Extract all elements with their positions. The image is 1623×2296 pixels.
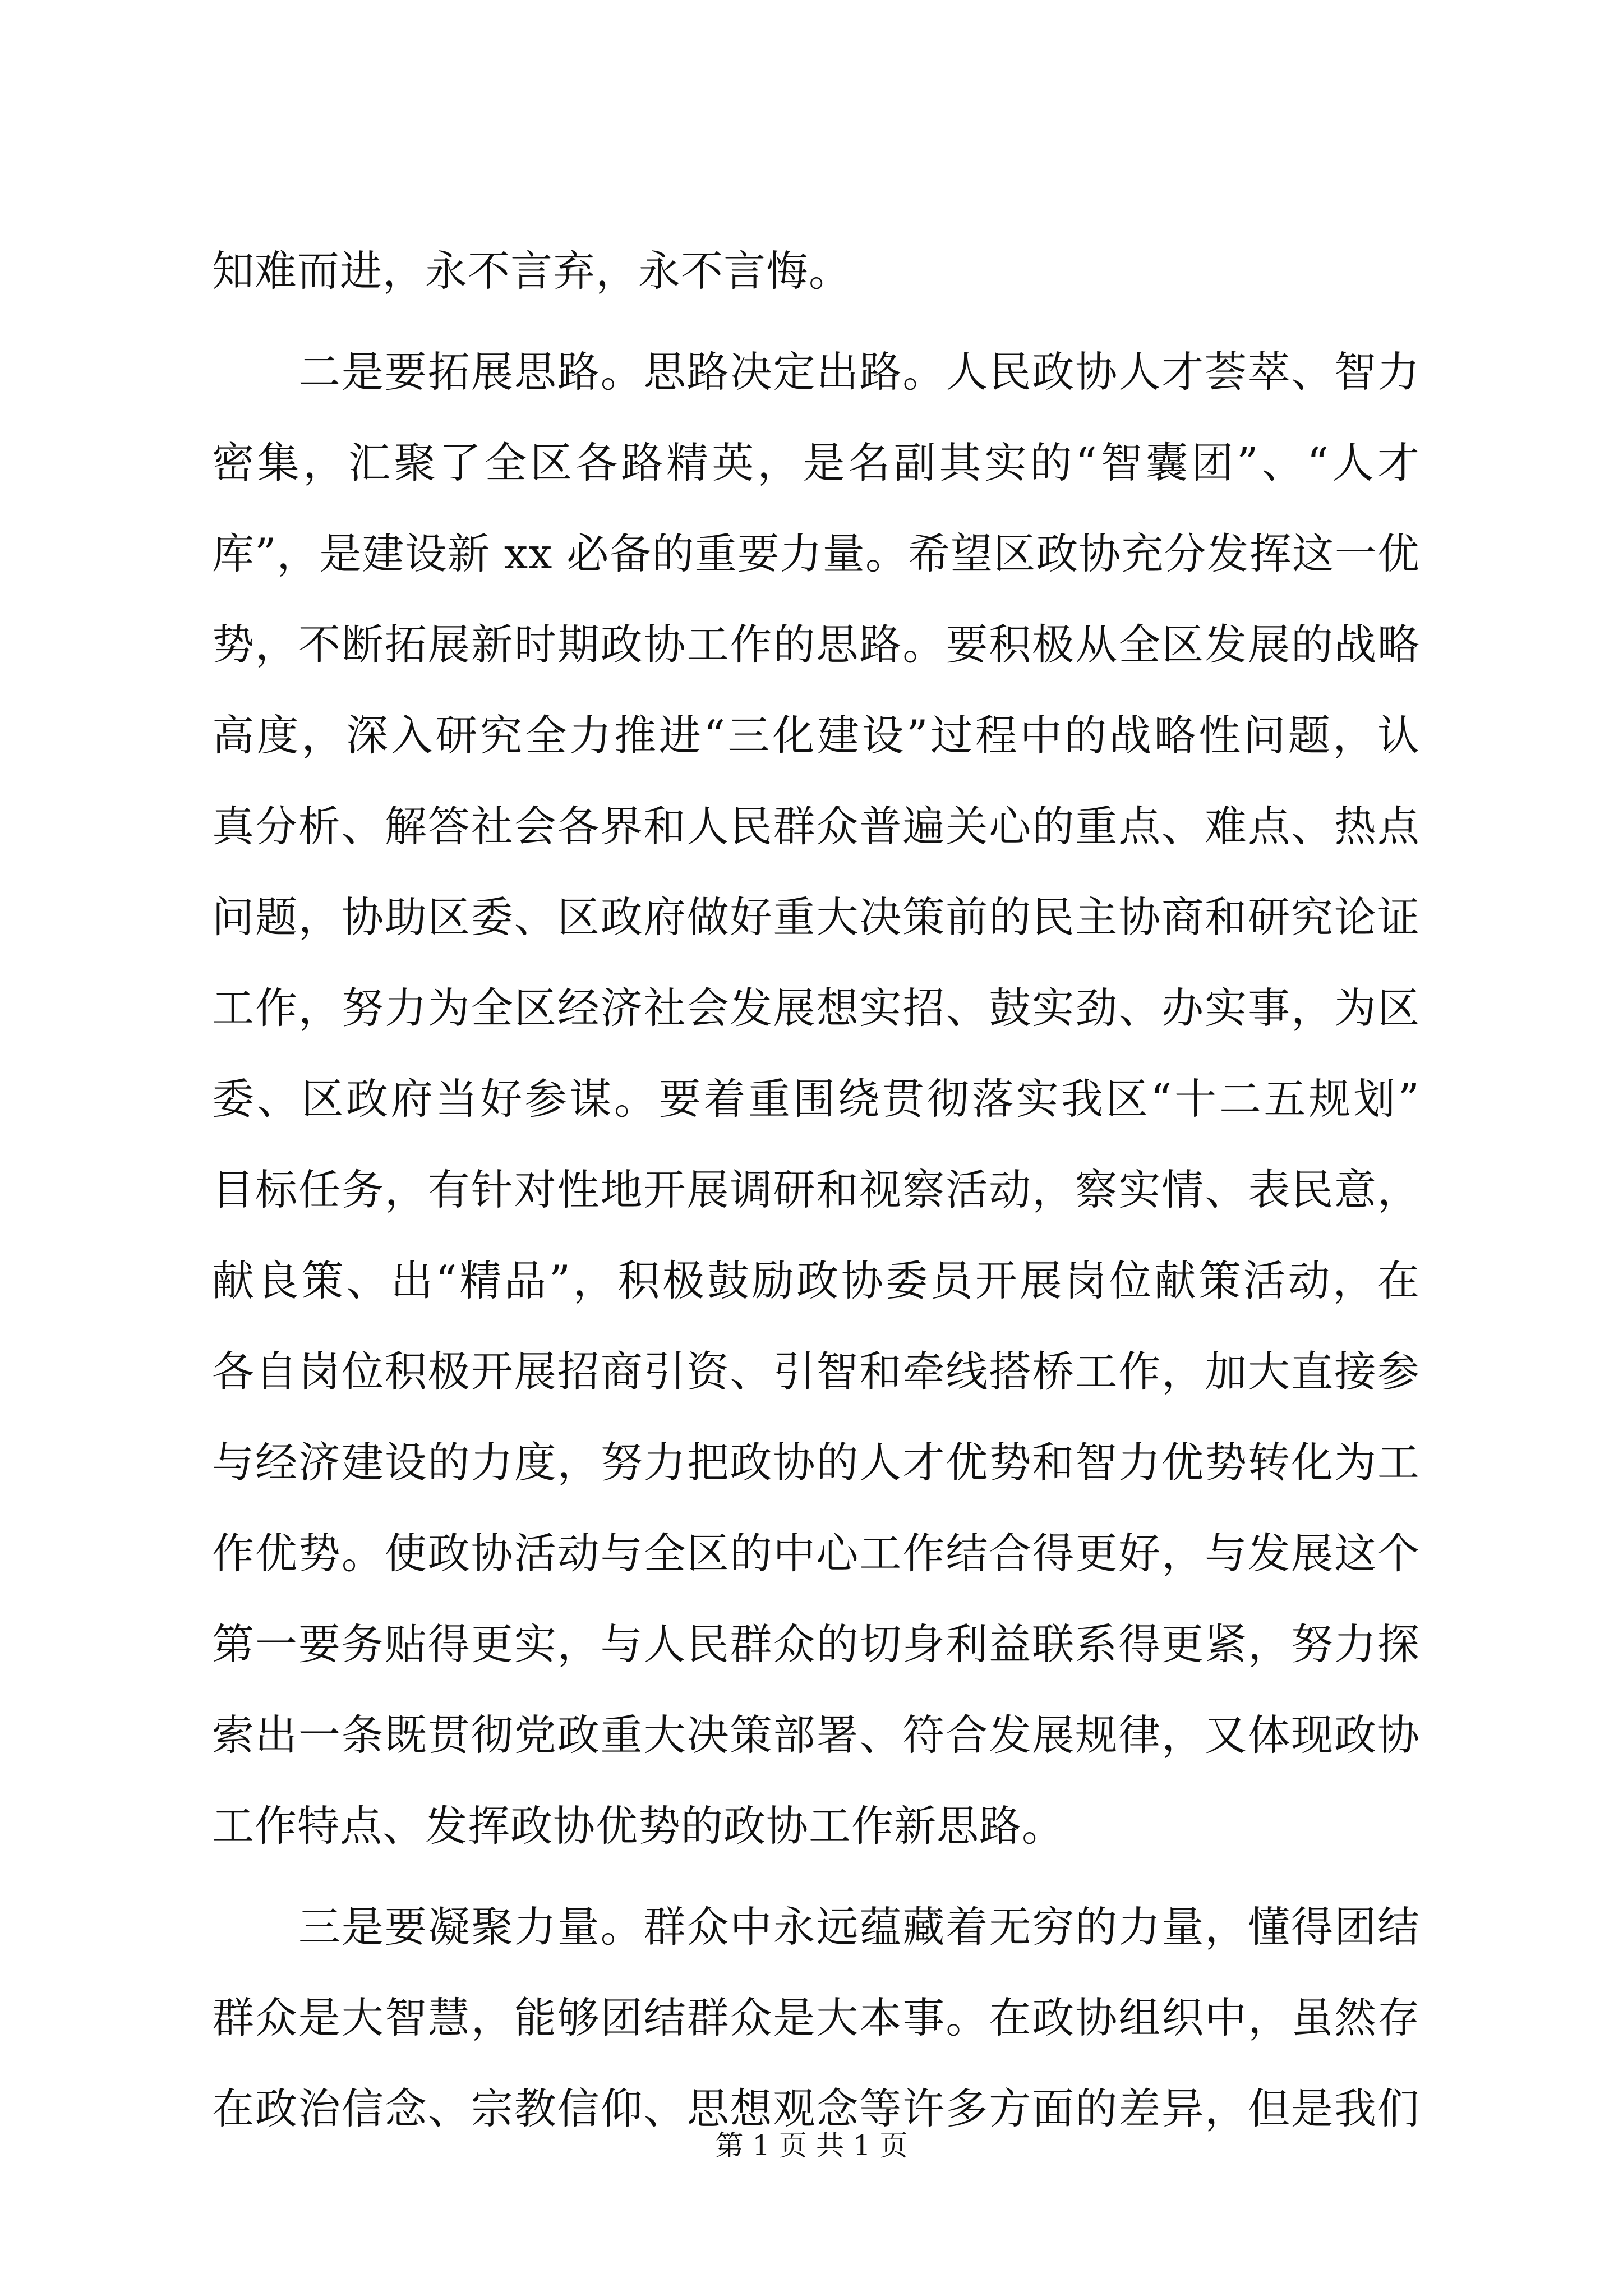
text-line: 高度，深入研究全力推进“三化建设”过程中的战略性问题，认 — [212, 711, 1420, 760]
text-line: 各自岗位积极开展招商引资、引智和牵线搭桥工作，加大直接参 — [212, 1347, 1420, 1396]
page-footer — [0, 2126, 1623, 2165]
text-line: 与经济建设的力度，努力把政协的人才优势和智力优势转化为工 — [212, 1438, 1420, 1487]
text-line: 在政治信念、宗教信仰、思想观念等许多方面的差异，但是我们 — [212, 2084, 1420, 2133]
text-line: 工作，努力为全区经济社会发展想实招、鼓实劲、办实事，为区 — [212, 983, 1420, 1033]
text-line: 工作特点、发挥政协优势的政协工作新思路。 — [212, 1801, 1065, 1851]
text-line: 库”，是建设新 xx 必备的重要力量。希望区政协充分发挥这一优 — [212, 529, 1420, 578]
text-line: 知难而进，永不言弃，永不言悔。 — [212, 246, 852, 296]
text-line: 作优势。使政协活动与全区的中心工作结合得更好，与发展这个 — [212, 1529, 1420, 1578]
text-line: 问题，协助区委、区政府做好重大决策前的民主协商和研究论证 — [212, 892, 1420, 942]
text-line: 真分析、解答社会各界和人民群众普遍关心的重点、难点、热点 — [212, 802, 1420, 851]
text-line: 密集，汇聚了全区各路精英，是名副其实的“智囊团”、“人才 — [212, 438, 1420, 487]
text-line: 二是要拓展思路。思路决定出路。人民政协人才荟萃、智力 — [298, 347, 1420, 397]
text-line: 委、区政府当好参谋。要着重围绕贯彻落实我区“十二五规划” — [212, 1074, 1420, 1124]
page-number: 第 1 页 共 1 页 — [715, 2129, 908, 2162]
text-line: 索出一条既贯彻党政重大决策部署、符合发展规律，又体现政协 — [212, 1710, 1420, 1760]
paragraph-1 — [212, 226, 1420, 316]
document-body — [212, 226, 1420, 2154]
text-line: 目标任务，有针对性地开展调研和视察活动，察实情、表民意， — [212, 1165, 1420, 1214]
paragraph-2 — [212, 326, 1420, 1871]
text-line: 势，不断拓展新时期政协工作的思路。要积极从全区发展的战略 — [212, 620, 1420, 669]
paragraph-3 — [212, 1881, 1420, 2154]
text-line: 第一要务贴得更实，与人民群众的切身利益联系得更紧，努力探 — [212, 1619, 1420, 1669]
text-line: 献良策、出“精品”，积极鼓励政协委员开展岗位献策活动，在 — [212, 1256, 1420, 1305]
text-line: 群众是大智慧，能够团结群众是大本事。在政协组织中，虽然存 — [212, 1993, 1420, 2042]
text-line: 三是要凝聚力量。群众中永远蕴藏着无穷的力量，懂得团结 — [298, 1902, 1420, 1952]
